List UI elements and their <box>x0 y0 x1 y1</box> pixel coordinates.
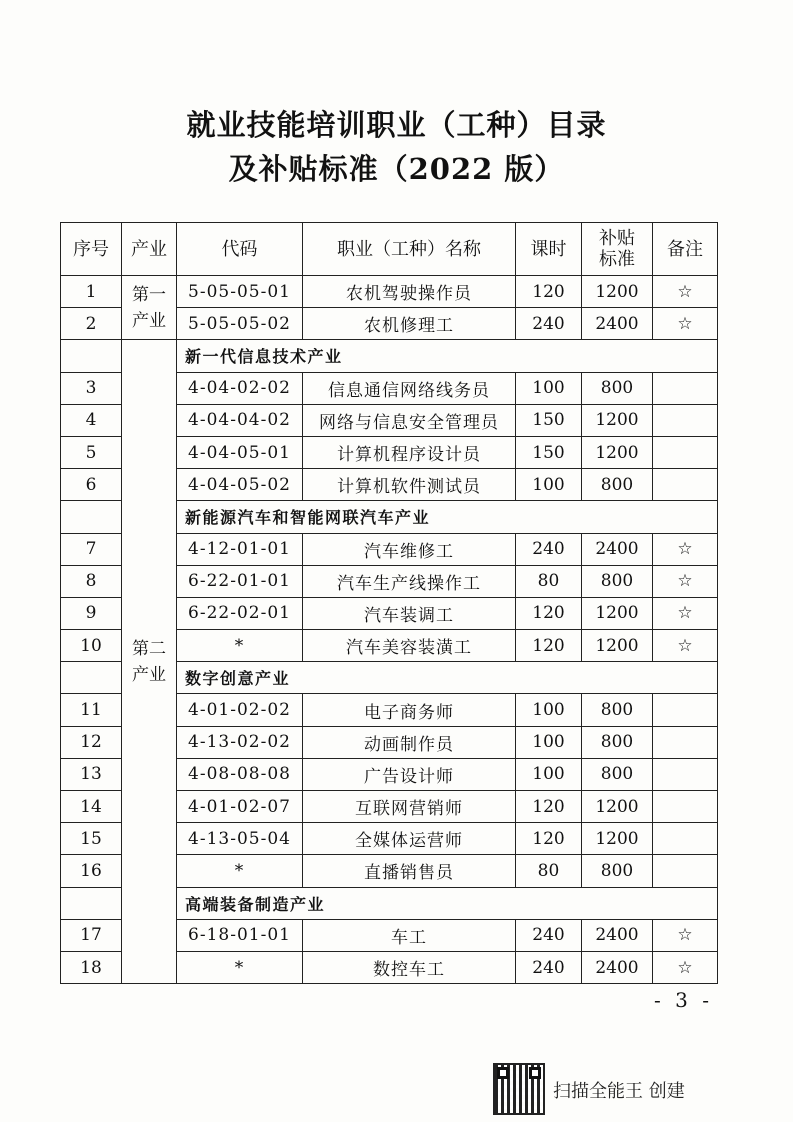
seq-cell: 14 <box>61 791 122 823</box>
code-cell: 6-22-01-01 <box>177 565 303 597</box>
header-subsidy-line1: 补贴 <box>599 228 635 249</box>
note-cell <box>653 404 718 436</box>
sector-secondary-line1: 第二 <box>132 638 166 659</box>
hours-cell: 120 <box>516 630 582 662</box>
occupation-cell: 互联网营销师 <box>303 791 516 823</box>
hours-cell: 100 <box>516 469 582 501</box>
occupation-cell: 汽车生产线操作工 <box>303 565 516 597</box>
seq-cell: 17 <box>61 919 122 951</box>
note-cell <box>653 855 718 887</box>
subsidy-cell: 2400 <box>582 533 653 565</box>
hours-cell: 100 <box>516 694 582 726</box>
note-star-icon: ☆ <box>653 308 718 340</box>
code-cell: * <box>177 630 303 662</box>
sector-primary <box>122 276 177 340</box>
note-star-icon: ☆ <box>653 533 718 565</box>
occupation-cell: 全媒体运营师 <box>303 823 516 855</box>
hours-cell: 100 <box>516 372 582 404</box>
empty-seq-cell <box>61 340 122 372</box>
hours-cell: 120 <box>516 791 582 823</box>
occupation-catalog-table <box>60 222 718 984</box>
occupation-cell: 信息通信网络线务员 <box>303 372 516 404</box>
note-star-icon: ☆ <box>653 276 718 308</box>
subsidy-cell: 800 <box>582 726 653 758</box>
seq-cell: 3 <box>61 372 122 404</box>
occupation-cell: 广告设计师 <box>303 758 516 790</box>
note-cell <box>653 436 718 468</box>
subsidy-cell: 1200 <box>582 436 653 468</box>
occupation-cell: 汽车装调工 <box>303 597 516 629</box>
subsidy-cell: 800 <box>582 469 653 501</box>
occupation-cell: 汽车美容装潢工 <box>303 630 516 662</box>
sector-primary-line1: 第一 <box>132 284 166 305</box>
seq-cell: 8 <box>61 565 122 597</box>
code-cell: 4-08-08-08 <box>177 758 303 790</box>
empty-seq-cell <box>61 887 122 919</box>
code-cell: * <box>177 855 303 887</box>
empty-seq-cell <box>61 662 122 694</box>
note-cell <box>653 469 718 501</box>
occupation-cell: 农机修理工 <box>303 308 516 340</box>
note-cell <box>653 791 718 823</box>
occupation-cell: 动画制作员 <box>303 726 516 758</box>
subsidy-cell: 1200 <box>582 791 653 823</box>
code-cell: 5-05-05-01 <box>177 276 303 308</box>
seq-cell: 18 <box>61 951 122 983</box>
document-title-line1: 就业技能培训职业（工种）目录 <box>186 108 607 142</box>
sector-secondary-line2: 产业 <box>132 664 166 685</box>
hours-cell: 80 <box>516 855 582 887</box>
seq-cell: 4 <box>61 404 122 436</box>
header-subsidy-line2: 标准 <box>599 249 635 270</box>
occupation-cell: 网络与信息安全管理员 <box>303 404 516 436</box>
scanner-watermark: 扫描全能王 创建 <box>553 1081 685 1102</box>
header-note: 备注 <box>653 223 718 276</box>
subsidy-cell: 1200 <box>582 276 653 308</box>
empty-seq-cell <box>61 501 122 533</box>
note-cell <box>653 823 718 855</box>
subsidy-cell: 800 <box>582 694 653 726</box>
note-star-icon: ☆ <box>653 919 718 951</box>
section-title-it: 新一代信息技术产业 <box>177 340 718 372</box>
sector-primary-line2: 产业 <box>132 310 166 331</box>
document-title-line2: 及补贴标准（2022 版） <box>228 152 565 186</box>
seq-cell: 11 <box>61 694 122 726</box>
hours-cell: 150 <box>516 436 582 468</box>
hours-cell: 240 <box>516 308 582 340</box>
note-star-icon: ☆ <box>653 565 718 597</box>
subsidy-cell: 800 <box>582 758 653 790</box>
subsidy-cell: 2400 <box>582 308 653 340</box>
code-cell: 5-05-05-02 <box>177 308 303 340</box>
note-cell <box>653 726 718 758</box>
occupation-cell: 计算机软件测试员 <box>303 469 516 501</box>
occupation-cell: 车工 <box>303 919 516 951</box>
header-code: 代码 <box>177 223 303 276</box>
code-cell: 6-18-01-01 <box>177 919 303 951</box>
seq-cell: 7 <box>61 533 122 565</box>
code-cell: 4-13-02-02 <box>177 726 303 758</box>
hours-cell: 240 <box>516 919 582 951</box>
note-star-icon: ☆ <box>653 951 718 983</box>
qr-code-icon <box>493 1063 545 1115</box>
table-header-row <box>61 223 718 276</box>
subsidy-cell: 1200 <box>582 823 653 855</box>
seq-cell: 9 <box>61 597 122 629</box>
subsidy-cell: 800 <box>582 565 653 597</box>
header-occupation: 职业（工种）名称 <box>303 223 516 276</box>
note-cell <box>653 758 718 790</box>
hours-cell: 100 <box>516 758 582 790</box>
code-cell: 4-01-02-02 <box>177 694 303 726</box>
subsidy-cell: 800 <box>582 855 653 887</box>
occupation-cell: 计算机程序设计员 <box>303 436 516 468</box>
subsidy-cell: 1200 <box>582 630 653 662</box>
section-title-nev: 新能源汽车和智能网联汽车产业 <box>177 501 718 533</box>
code-cell: 4-04-05-02 <box>177 469 303 501</box>
subsidy-cell: 2400 <box>582 919 653 951</box>
code-cell: * <box>177 951 303 983</box>
section-header-row <box>61 340 718 372</box>
header-sector: 产业 <box>122 223 177 276</box>
code-cell: 4-04-02-02 <box>177 372 303 404</box>
occupation-cell: 电子商务师 <box>303 694 516 726</box>
note-cell <box>653 694 718 726</box>
subsidy-cell: 2400 <box>582 951 653 983</box>
seq-cell: 6 <box>61 469 122 501</box>
table-row <box>61 276 718 308</box>
sector-secondary <box>122 340 177 984</box>
hours-cell: 120 <box>516 823 582 855</box>
section-title-equipment: 高端装备制造产业 <box>177 887 718 919</box>
header-hours: 课时 <box>516 223 582 276</box>
note-star-icon: ☆ <box>653 630 718 662</box>
code-cell: 4-04-05-01 <box>177 436 303 468</box>
hours-cell: 240 <box>516 951 582 983</box>
occupation-cell: 数控车工 <box>303 951 516 983</box>
section-title-digital: 数字创意产业 <box>177 662 718 694</box>
seq-cell: 16 <box>61 855 122 887</box>
hours-cell: 100 <box>516 726 582 758</box>
hours-cell: 80 <box>516 565 582 597</box>
subsidy-cell: 800 <box>582 372 653 404</box>
code-cell: 4-04-04-02 <box>177 404 303 436</box>
subsidy-cell: 1200 <box>582 597 653 629</box>
seq-cell: 10 <box>61 630 122 662</box>
header-subsidy <box>582 223 653 276</box>
code-cell: 6-22-02-01 <box>177 597 303 629</box>
page-number: - 3 - <box>654 988 713 1012</box>
header-seq: 序号 <box>61 223 122 276</box>
occupation-cell: 汽车维修工 <box>303 533 516 565</box>
hours-cell: 120 <box>516 597 582 629</box>
code-cell: 4-01-02-07 <box>177 791 303 823</box>
occupation-cell: 直播销售员 <box>303 855 516 887</box>
seq-cell: 5 <box>61 436 122 468</box>
code-cell: 4-12-01-01 <box>177 533 303 565</box>
seq-cell: 1 <box>61 276 122 308</box>
seq-cell: 12 <box>61 726 122 758</box>
seq-cell: 13 <box>61 758 122 790</box>
subsidy-cell: 1200 <box>582 404 653 436</box>
seq-cell: 15 <box>61 823 122 855</box>
note-cell <box>653 372 718 404</box>
hours-cell: 240 <box>516 533 582 565</box>
code-cell: 4-13-05-04 <box>177 823 303 855</box>
hours-cell: 150 <box>516 404 582 436</box>
note-star-icon: ☆ <box>653 597 718 629</box>
seq-cell: 2 <box>61 308 122 340</box>
hours-cell: 120 <box>516 276 582 308</box>
occupation-cell: 农机驾驶操作员 <box>303 276 516 308</box>
